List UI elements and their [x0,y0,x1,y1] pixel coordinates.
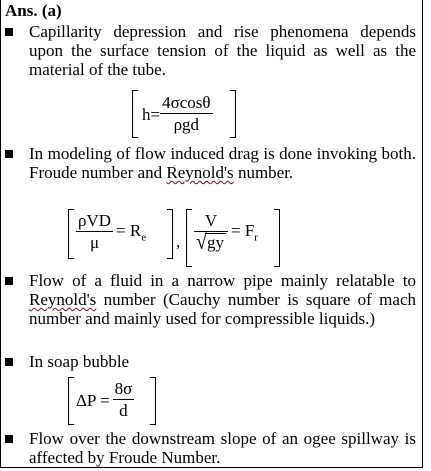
capillary-formula [132,90,236,138]
numerator: 8σ [114,379,133,398]
bubble-formula [68,377,156,425]
numerator: ρVD [78,211,112,230]
reynolds-formula [68,209,173,259]
numerator: V [194,211,228,232]
bullet-icon [5,435,13,443]
formula-rhs: = $F_r$ [230,221,258,244]
formula-lhs: ΔP = [76,390,110,410]
formula-rhs: = $R_e$ [116,221,147,244]
list-item [5,22,416,79]
froude-formula [186,209,280,267]
denominator: d [119,401,128,420]
bullet-icon [5,277,13,285]
fraction [76,211,113,254]
bullet-icon [5,28,13,36]
answer-heading: Ans. (a) [5,1,62,20]
square-root-icon: √ [196,229,207,255]
denominator: μ [89,233,100,252]
item-text: In modeling of flow induced drag is done invoking both. Froude number and Reynold's number. [29,144,416,182]
list-item [5,144,416,182]
list-item [5,352,416,371]
item-text: Flow of a fluid in a narrow pipe mainly relatable to Reynold's number (Cauchy number is square of mach number and mainly used for compressible liquids.) [29,271,416,328]
fraction [113,379,135,422]
list-item [5,271,416,328]
fraction [194,211,228,254]
bullet-icon [5,358,13,366]
item-text: Flow over the downstream slope of an ogee spillway is affected by Froude Number. [29,429,416,467]
item-text: Capillarity depression and rise phenomena depends upon the surface tension of the liquid as well as the material of the tube. [29,22,416,79]
denominator: √gy [196,229,224,255]
denominator: ρgd [173,115,200,134]
formula-separator: , [176,232,181,251]
bullet-icon [5,150,13,158]
fraction [160,93,212,136]
item-text: In soap bubble [29,352,130,371]
list-item [5,429,416,467]
formula-lhs: h= [142,104,161,124]
numerator: 4σcosθ [162,93,211,112]
